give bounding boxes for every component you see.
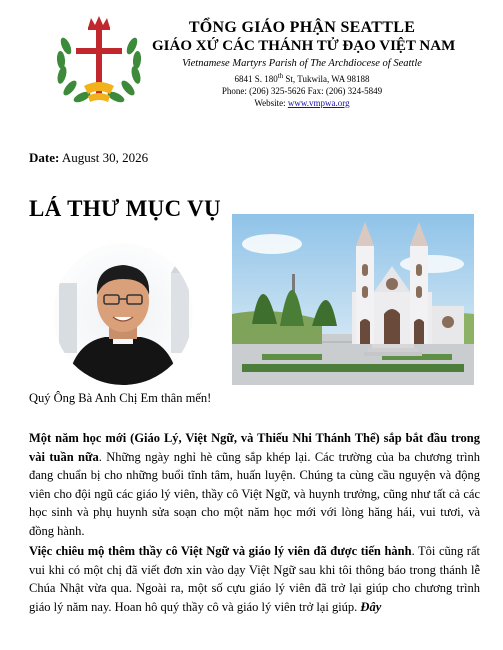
website-link[interactable]: www.vmpwa.org <box>287 98 350 108</box>
parish-english-name: Vietnamese Martyrs Parish of The Archdiocese of Seattle <box>182 58 422 69</box>
letter-date <box>29 150 148 166</box>
parish-address: 6841 S. 180th St, Tukwila, WA 98188 <box>234 72 370 84</box>
date-value: August 30, 2026 <box>59 150 149 165</box>
paragraph-1 <box>29 429 480 540</box>
parish-name: GIÁO XỨ CÁC THÁNH TỬ ĐẠO VIỆT NAM <box>152 38 456 54</box>
parish-phone: Phone: (206) 325-5626 Fax: (206) 324-5849 <box>221 86 383 96</box>
date-label: Date: <box>29 150 60 165</box>
paragraph-1-body: . Những ngày nghỉ hè cũng sắp khép lại. Các trường của ba chương trình đang chuẩn bị cho những buổi tĩnh tâm, huấn luyện. Chúng ta cùng cầu nguyện và động viên cho đội ngũ các giáo lý viên, thầy cô Việt Ngữ, và huynh trưởng, cũng như tất cả các học sinh và phụ huynh sửa soạn cho một năm học mới với lòng hăng hái, vui tươi, và đồng hành. <box>29 449 480 538</box>
paragraph-2 <box>29 542 480 616</box>
greeting: Quý Ông Bà Anh Chị Em thân mến! <box>29 391 212 405</box>
paragraph-2-lead: Việc chiêu mộ thêm thầy cô Việt Ngữ và giáo lý viên đã được tiến hành <box>29 544 412 558</box>
letter-title: LÁ THƯ MỤC VỤ <box>29 196 221 221</box>
letterhead <box>152 18 456 109</box>
paragraph-2-body: . Tôi cũng rất vui khi có một chị đã viết đơn xin vào dạy Việt Ngữ sau khi tôi thông báo trong thánh lễ Chúa Nhật vừa qua. Ngoài ra, một số cựu giáo lý viên đã trở lại giúp cho chương trình giáo lý năm nay. Hoan hô quý thầy cô và giáo lý viên trở lại giúp. <box>29 544 480 614</box>
archdiocese-name: TỔNG GIÁO PHẬN SEATTLE <box>188 19 416 36</box>
priest-portrait <box>53 243 193 385</box>
parish-logo <box>52 14 146 112</box>
parish-website: Website: www.vmpwa.org <box>254 98 350 108</box>
church-illustration <box>232 214 474 385</box>
paragraph-1-lead: Một năm học mới (Giáo Lý, Việt Ngữ, và Thiếu Nhi Thánh Thể) sắp bắt đầu trong vài tuần nữa <box>29 431 480 464</box>
paragraph-2-tail: Đây <box>360 599 382 614</box>
